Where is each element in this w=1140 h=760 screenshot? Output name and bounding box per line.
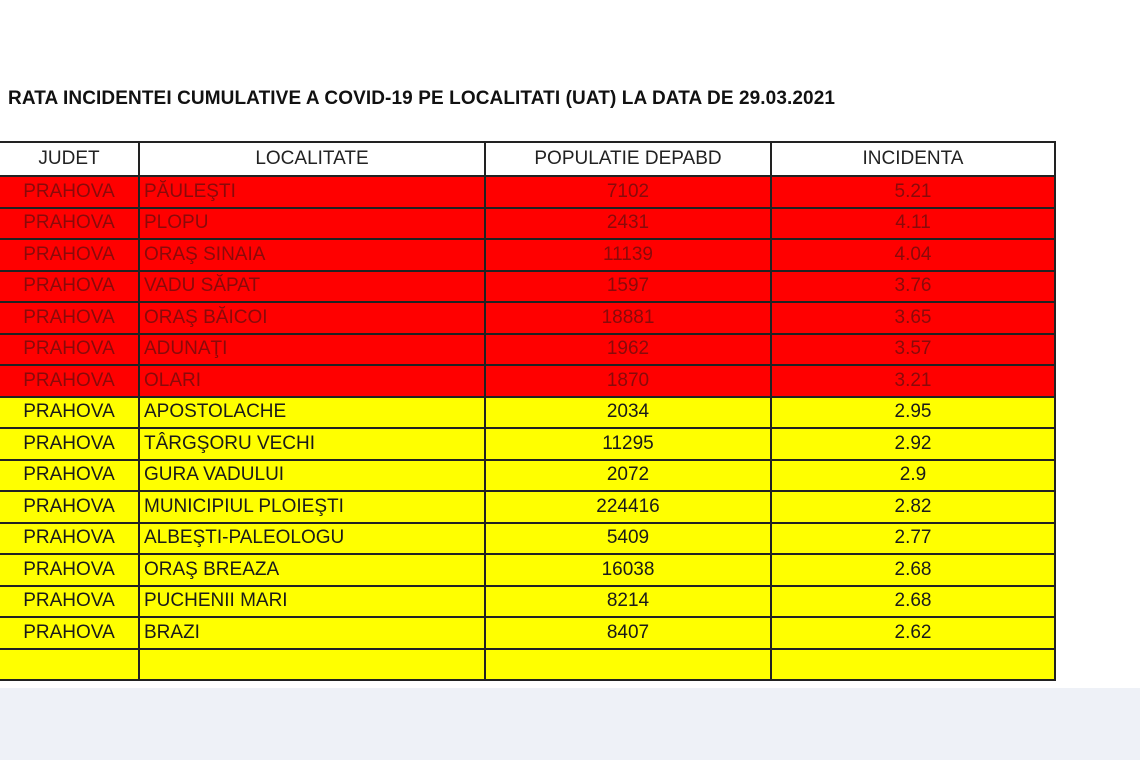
- cell-localitate: BRAZI: [139, 617, 485, 649]
- cell-incidenta: 4.04: [771, 239, 1055, 271]
- table-row: [0, 617, 1055, 649]
- cell-judet: PRAHOVA: [0, 491, 139, 523]
- column-header-judet: JUDET: [0, 142, 139, 176]
- cell-localitate: APOSTOLACHE: [139, 397, 485, 429]
- cell-incidenta: 3.65: [771, 302, 1055, 334]
- cell-incidenta: 2.95: [771, 397, 1055, 429]
- cell-judet: PRAHOVA: [0, 428, 139, 460]
- cell-incidenta: 3.76: [771, 271, 1055, 303]
- cell-incidenta: 2.77: [771, 523, 1055, 555]
- table-row: [0, 428, 1055, 460]
- table-row: [0, 176, 1055, 208]
- cell-localitate: ALBEŞTI-PALEOLOGU: [139, 523, 485, 555]
- page-title: RATA INCIDENTEI CUMULATIVE A COVID-19 PE LOCALITATI (UAT) LA DATA DE 29.03.2021: [8, 88, 836, 109]
- cell-populatie: 2034: [485, 397, 771, 429]
- cell-judet: PRAHOVA: [0, 208, 139, 240]
- cell-populatie: 2072: [485, 460, 771, 492]
- cell-incidenta: 4.11: [771, 208, 1055, 240]
- cell-incidenta: 3.57: [771, 334, 1055, 366]
- bottom-overlay-panel: [0, 688, 1140, 760]
- cell-incidenta: 2.62: [771, 617, 1055, 649]
- cell-localitate: ORAŞ SINAIA: [139, 239, 485, 271]
- cell-populatie: 16038: [485, 554, 771, 586]
- table-row: [0, 334, 1055, 366]
- cell-empty: [139, 649, 485, 681]
- cell-judet: PRAHOVA: [0, 271, 139, 303]
- cell-populatie: 224416: [485, 491, 771, 523]
- table-row: [0, 239, 1055, 271]
- table-row: [0, 208, 1055, 240]
- cell-incidenta: 2.68: [771, 586, 1055, 618]
- column-header-localitate: LOCALITATE: [139, 142, 485, 176]
- cell-populatie: 11139: [485, 239, 771, 271]
- cell-populatie: 5409: [485, 523, 771, 555]
- cell-judet: PRAHOVA: [0, 554, 139, 586]
- incidence-table: [0, 141, 1056, 681]
- cell-incidenta: 3.21: [771, 365, 1055, 397]
- cell-judet: PRAHOVA: [0, 523, 139, 555]
- table-row: [0, 365, 1055, 397]
- column-header-populatie: POPULATIE DEPABD: [485, 142, 771, 176]
- table-header-row: [0, 142, 1055, 176]
- cell-incidenta: 2.82: [771, 491, 1055, 523]
- cell-populatie: 8407: [485, 617, 771, 649]
- cell-localitate: ADUNAŢI: [139, 334, 485, 366]
- cell-localitate: OLARI: [139, 365, 485, 397]
- cell-populatie: 1597: [485, 271, 771, 303]
- cell-populatie: 18881: [485, 302, 771, 334]
- cell-incidenta: 5.21: [771, 176, 1055, 208]
- cell-localitate: PLOPU: [139, 208, 485, 240]
- table-row: [0, 554, 1055, 586]
- cell-localitate: PUCHENII MARI: [139, 586, 485, 618]
- cell-populatie: 8214: [485, 586, 771, 618]
- table-row: [0, 586, 1055, 618]
- cell-populatie: 11295: [485, 428, 771, 460]
- table-row-partial: [0, 649, 1055, 681]
- cell-localitate: ORAŞ BREAZA: [139, 554, 485, 586]
- cell-incidenta: 2.9: [771, 460, 1055, 492]
- table-row: [0, 491, 1055, 523]
- table-row: [0, 271, 1055, 303]
- cell-judet: PRAHOVA: [0, 334, 139, 366]
- table-row: [0, 523, 1055, 555]
- cell-populatie: 2431: [485, 208, 771, 240]
- cell-incidenta: 2.92: [771, 428, 1055, 460]
- cell-judet: PRAHOVA: [0, 239, 139, 271]
- table-row: [0, 397, 1055, 429]
- cell-localitate: GURA VADULUI: [139, 460, 485, 492]
- cell-localitate: TÂRGŞORU VECHI: [139, 428, 485, 460]
- cell-judet: PRAHOVA: [0, 460, 139, 492]
- cell-judet: PRAHOVA: [0, 365, 139, 397]
- cell-localitate: MUNICIPIUL PLOIEŞTI: [139, 491, 485, 523]
- cell-localitate: VADU SĂPAT: [139, 271, 485, 303]
- column-header-incidenta: INCIDENTA: [771, 142, 1055, 176]
- cell-judet: PRAHOVA: [0, 302, 139, 334]
- cell-judet: PRAHOVA: [0, 397, 139, 429]
- cell-populatie: 1962: [485, 334, 771, 366]
- cell-judet: PRAHOVA: [0, 586, 139, 618]
- cell-empty: [771, 649, 1055, 681]
- cell-populatie: 7102: [485, 176, 771, 208]
- cell-localitate: ORAŞ BĂICOI: [139, 302, 485, 334]
- cell-judet: PRAHOVA: [0, 617, 139, 649]
- cell-localitate: PĂULEŞTI: [139, 176, 485, 208]
- cell-empty: [485, 649, 771, 681]
- cell-populatie: 1870: [485, 365, 771, 397]
- table-row: [0, 302, 1055, 334]
- cell-judet: PRAHOVA: [0, 176, 139, 208]
- cell-incidenta: 2.68: [771, 554, 1055, 586]
- cell-empty: [0, 649, 139, 681]
- table-row: [0, 460, 1055, 492]
